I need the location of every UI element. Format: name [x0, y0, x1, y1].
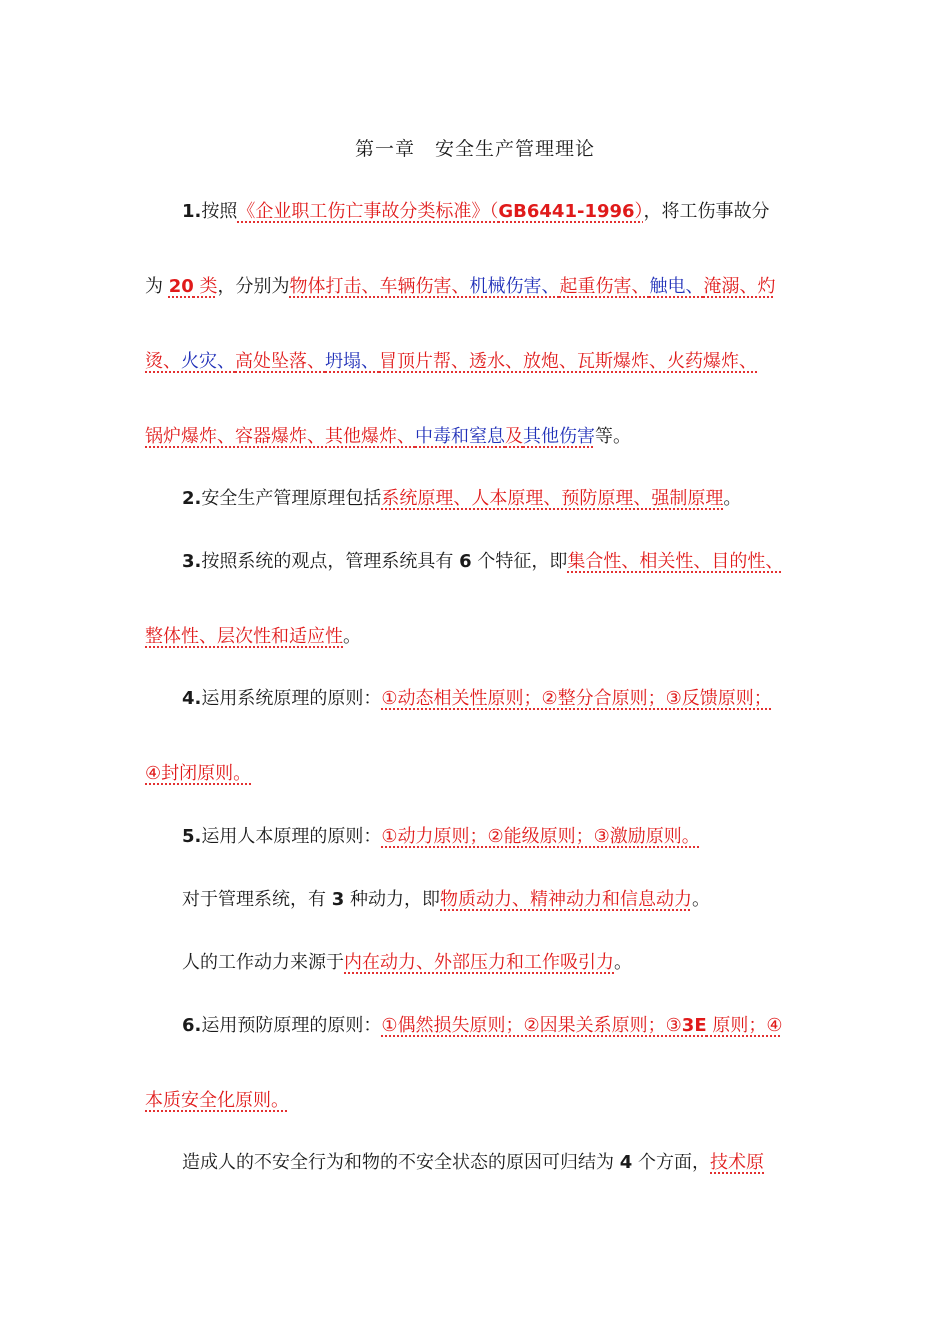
text-run: 1. — [182, 201, 202, 222]
text-run: 安全生产管理原理包括 — [201, 488, 382, 509]
paragraph-line — [182, 197, 816, 227]
text-run: 物质动力、精神动力和信息动力 — [440, 889, 692, 910]
text-run: 类 — [193, 276, 218, 297]
text-run: ①动力原则；②能级原则；③激励原则。 — [381, 826, 700, 847]
text-run: 其他伤害 — [523, 426, 595, 447]
text-run: ） — [634, 201, 644, 222]
text-run: 6 — [459, 551, 472, 572]
text-run: GB6441-1996 — [498, 201, 635, 222]
text-run: 本质安全化原则。 — [145, 1090, 289, 1111]
text-run: 运用预防原理的原则： — [201, 1015, 382, 1036]
text-run: 个方面， — [632, 1152, 710, 1173]
text-run: 坍塌、 — [325, 351, 379, 372]
text-run: 按照 — [201, 201, 238, 222]
text-run: ①偶然损失原则；②因果关系原则；③ — [381, 1015, 682, 1036]
text-run: 系统原理、人本原理、预防原理、强制原理 — [381, 488, 724, 509]
paragraph-line — [182, 684, 816, 714]
paragraph-line — [182, 1011, 816, 1041]
paragraph-line — [182, 547, 816, 577]
text-run: 锅炉爆炸、容器爆炸、其他爆炸、 — [145, 426, 415, 447]
paragraph-line — [145, 622, 815, 652]
text-run: 及 — [505, 426, 523, 447]
text-run: 3E — [681, 1015, 707, 1036]
text-run: 整体性、层次性和适应性 — [145, 626, 343, 647]
text-run: ，将工伤事故分 — [643, 201, 770, 222]
text-run: 内在动力、外部压力和工作吸引力 — [344, 952, 614, 973]
paragraph-line — [182, 948, 816, 978]
text-run: 物体打击、车辆伤害、 — [289, 276, 470, 297]
text-run: 人的工作动力来源于 — [182, 952, 344, 973]
paragraph-line — [145, 272, 815, 302]
text-run: 为 — [145, 276, 169, 297]
text-run: 造成人的不安全行为和物的不安全状态的原因可归结为 — [182, 1152, 620, 1173]
text-run: 6. — [182, 1015, 202, 1036]
text-run: 淹溺、灼 — [703, 276, 776, 297]
text-run: 种动力，即 — [344, 889, 440, 910]
text-run: 4 — [619, 1152, 633, 1173]
text-run: 。 — [692, 889, 710, 910]
paragraph-line — [145, 1086, 815, 1116]
text-run: 个特征，即 — [471, 551, 568, 572]
text-run: 《企业职工伤亡事故分类标准》（ — [237, 201, 499, 222]
text-run: 。 — [614, 952, 632, 973]
text-run: 机械伤害、 — [469, 276, 560, 297]
text-run: ④封闭原则。 — [145, 763, 252, 784]
text-run: 中毒和窒息 — [415, 426, 505, 447]
text-run: ①动态相关性原则；②整分合原则；③反馈原则； — [381, 688, 772, 709]
text-run: 起重伤害、 — [559, 276, 650, 297]
paragraph-line — [145, 347, 815, 377]
chapter-title: 第一章 安全生产管理理论 — [354, 138, 595, 160]
paragraph-line — [145, 759, 815, 789]
text-run: 集合性、相关性、目的性、 — [567, 551, 784, 572]
text-run: 原则；④ — [706, 1015, 783, 1036]
paragraph-line — [182, 484, 816, 514]
paragraph-line — [182, 885, 816, 915]
text-run: 运用系统原理的原则： — [201, 688, 382, 709]
text-run: 运用人本原理的原则： — [201, 826, 382, 847]
text-run: 4. — [182, 688, 202, 709]
text-run: 5. — [182, 826, 202, 847]
text-run: 触电、 — [649, 276, 704, 297]
paragraph-line — [182, 1148, 816, 1178]
text-run: 。 — [343, 626, 361, 647]
text-run: ，分别为 — [217, 276, 290, 297]
text-run: 烫、 — [145, 351, 181, 372]
paragraph-line — [182, 822, 816, 852]
text-run: 火灾、 — [181, 351, 235, 372]
text-run: 高处坠落、 — [235, 351, 325, 372]
text-run: 对于管理系统，有 — [182, 889, 332, 910]
text-run: 冒顶片帮、透水、放炮、瓦斯爆炸、火药爆炸、 — [379, 351, 757, 372]
text-run: 3 — [331, 889, 345, 910]
text-run: 3. — [182, 551, 202, 572]
text-run: 2. — [182, 488, 202, 509]
text-run: 。 — [723, 488, 742, 509]
paragraph-line — [145, 422, 815, 452]
text-run: 等。 — [595, 426, 631, 447]
text-run: 20 — [168, 276, 194, 297]
text-run: 按照系统的观点，管理系统具有 — [201, 551, 460, 572]
text-run: 技术原 — [710, 1152, 764, 1173]
